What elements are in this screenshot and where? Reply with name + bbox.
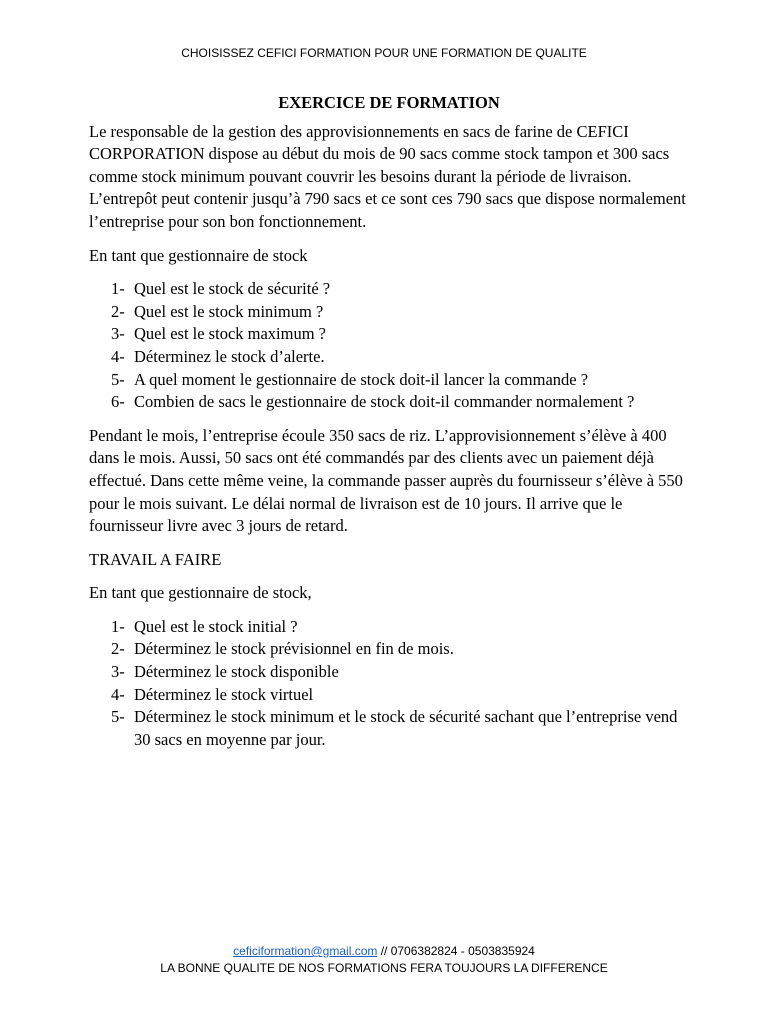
- list-text: Déterminez le stock virtuel: [134, 684, 314, 704]
- list-item: [89, 323, 689, 346]
- list-number: 4-: [111, 346, 125, 366]
- part2-question-list: [89, 616, 689, 752]
- list-number: 6-: [111, 392, 125, 412]
- list-item: [89, 661, 689, 684]
- list-text: Déterminez le stock minimum et le stock de sécurité sachant que l’entreprise vend 30 sacs en moyenne par jour.: [134, 707, 678, 749]
- list-text: Déterminez le stock d’alerte.: [134, 346, 325, 366]
- header-text: CHOISISSEZ CEFICI FORMATION POUR UNE FORMATION DE QUALITE: [181, 46, 587, 60]
- list-item: [89, 369, 689, 392]
- footer-tagline: LA BONNE QUALITE DE NOS FORMATIONS FERA TOUJOURS LA DIFFERENCE: [160, 961, 608, 975]
- list-item: [89, 684, 689, 707]
- page-footer: [0, 943, 768, 977]
- list-item: [89, 638, 689, 661]
- list-item: [89, 616, 689, 639]
- part2-lead: En tant que gestionnaire de stock,: [89, 583, 312, 603]
- list-item: [89, 346, 689, 369]
- page-header: [0, 46, 768, 60]
- list-text: Déterminez le stock prévisionnel en fin de mois.: [134, 639, 454, 659]
- work-heading: TRAVAIL A FAIRE: [89, 549, 222, 569]
- list-text: Combien de sacs le gestionnaire de stock doit-il commander normalement ?: [134, 392, 635, 412]
- list-number: 3-: [111, 662, 125, 682]
- list-number: 4-: [111, 684, 125, 704]
- list-number: 2-: [111, 301, 125, 321]
- list-text: Déterminez le stock disponible: [134, 662, 339, 682]
- list-number: 1-: [111, 616, 125, 636]
- email-link[interactable]: ceficiformation@gmail.com: [233, 944, 378, 958]
- list-item: [89, 278, 689, 301]
- list-number: 3-: [111, 324, 125, 344]
- list-text: A quel moment le gestionnaire de stock doit-il lancer la commande ?: [134, 369, 589, 389]
- list-number: 1-: [111, 279, 125, 299]
- part1-question-list: [89, 278, 689, 414]
- list-item: [89, 706, 689, 751]
- list-text: Quel est le stock maximum ?: [134, 324, 326, 344]
- list-text: Quel est le stock minimum ?: [134, 301, 324, 321]
- part1-lead: En tant que gestionnaire de stock: [89, 245, 308, 265]
- list-text: Quel est le stock de sécurité ?: [134, 279, 331, 299]
- document-title: EXERCICE DE FORMATION: [278, 93, 500, 112]
- list-number: 5-: [111, 707, 125, 727]
- scenario-paragraph: Pendant le mois, l’entreprise écoule 350 sacs de riz. L’approvisionnement s’élève à 400 dans le mois. Aussi, 50 sacs ont été commandés par des clients avec un paiement déjà effectué. Dans cette même veine, la commande passer auprès du fournisseur s’élève à 550 pour le mois suivant. Le délai normal de livraison est de 10 jours. Il arrive que le fournisseur livre avec 3 jours de retard.: [89, 425, 683, 536]
- list-text: Quel est le stock initial ?: [134, 616, 298, 636]
- list-number: 5-: [111, 369, 125, 389]
- list-item: [89, 391, 689, 414]
- footer-phones: // 0706382824 - 0503835924: [377, 944, 535, 958]
- footer-contact: [0, 943, 768, 960]
- list-number: 2-: [111, 639, 125, 659]
- intro-paragraph: Le responsable de la gestion des approvisionnements en sacs de farine de CEFICI CORPORATION dispose au début du mois de 90 sacs comme stock tampon et 300 sacs comme stock minimum pouvant couvrir les besoins durant la période de livraison. L’entrepôt peut contenir jusqu’à 790 sacs et ce sont ces 790 sacs que dispose normalement l’entreprise pour son bon fonctionnement.: [89, 121, 686, 231]
- document-body: [89, 92, 689, 762]
- list-item: [89, 301, 689, 324]
